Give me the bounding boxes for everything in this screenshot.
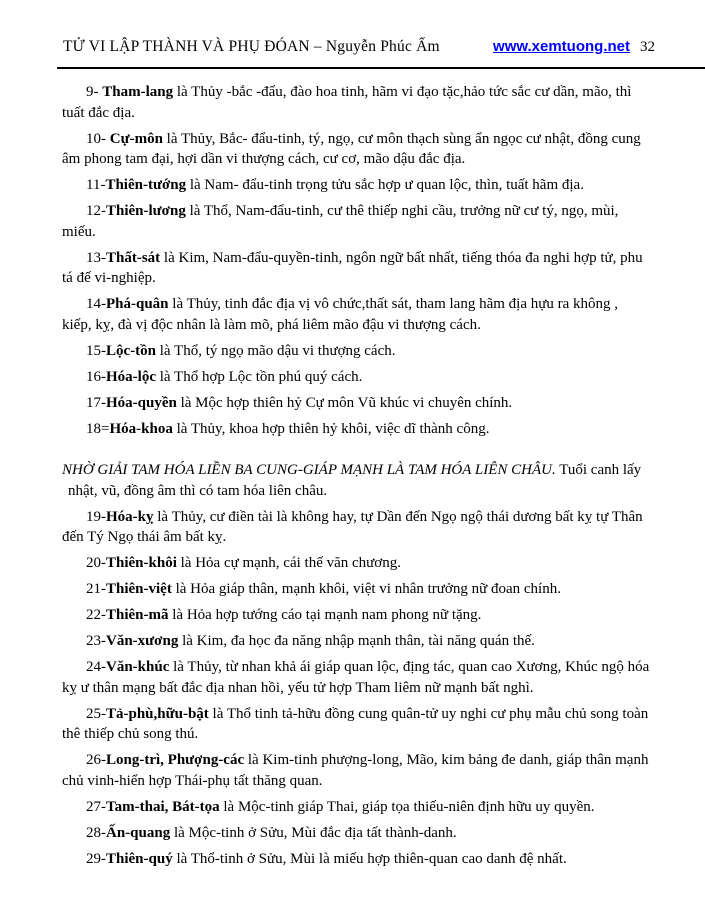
list-item	[62, 553, 650, 574]
star-name: Hóa-kỵ	[106, 508, 154, 525]
item-number: 13-	[86, 249, 106, 266]
item-number: 27-	[86, 798, 106, 815]
item-text: là Thủy, Bắc- đẩu-tinh, tý, ngọ, cư môn thạch sùng ẩn ngọc cư nhật, đồng cung âm phong tam đại, hợi dần vi thượng cách, cư cơ, mão dậu đắc địa.	[62, 130, 641, 167]
list-item	[62, 175, 650, 196]
header-line	[0, 38, 705, 56]
list-item	[62, 248, 650, 289]
item-text: là Kim, đa học đa năng nhập mạnh thân, tài năng quán thế.	[178, 633, 535, 649]
item-number: 28-	[86, 824, 106, 841]
star-name: Văn-xương	[106, 633, 179, 649]
item-number: 14-	[86, 296, 106, 312]
list-item	[62, 419, 650, 440]
item-number: 29-	[86, 850, 106, 867]
item-number: 17-	[86, 394, 106, 411]
list-item	[62, 849, 650, 870]
item-text: là Mộc hợp thiên hỷ Cự môn Vũ khúc vi chuyên chính.	[176, 394, 513, 411]
star-name: Phá-quân	[106, 296, 169, 312]
list-item	[62, 507, 650, 548]
star-name: Thiên-mã	[106, 607, 169, 623]
star-name: Thất-sát	[106, 249, 161, 266]
page-number: 32	[640, 39, 655, 55]
website-link[interactable]: www.xemtuong.net	[493, 38, 630, 55]
page-header	[0, 0, 705, 69]
item-number: 23-	[86, 633, 106, 649]
list-item	[62, 82, 650, 123]
star-name: Hóa-lộc	[106, 368, 156, 385]
item-number: 22-	[86, 607, 106, 623]
item-text: là Hỏa giáp thân, mạnh khôi, việt vi nhân trưởng nữ đoan chính.	[171, 581, 561, 597]
list-item	[62, 393, 650, 414]
star-list-9-18	[62, 82, 650, 439]
list-item	[62, 579, 650, 600]
list-item	[62, 605, 650, 626]
item-text: là Thủy -bắc -đẩu, đào hoa tinh, hãm vi đạo tặc,hảo tức sắc cư dần, mão, thì tuất đắc địa.	[62, 84, 632, 121]
section-heading-italic: NHỜ GIẢI TAM HÓA LIỀN BA CUNG-GIÁP MẠNH LÀ TAM HÓA LIÊN CHÂU.	[62, 462, 556, 478]
item-text: là Nam- đẩu-tinh trọng tửu sắc hợp ư quan lộc, thìn, tuất hãm địa.	[186, 177, 584, 193]
section-heading-rest: Tuổi canh lấy nhật, vũ, đồng âm thì có tam hóa liên châu.	[68, 462, 642, 499]
list-item	[62, 750, 650, 791]
list-item	[62, 367, 650, 388]
list-item	[62, 797, 650, 818]
star-name: Thiên-việt	[106, 581, 172, 597]
item-number: 20-	[86, 555, 106, 571]
star-name: Thiên-quý	[106, 850, 173, 867]
list-item	[62, 341, 650, 362]
item-text: là Thổ hợp Lộc tồn phú quý cách.	[156, 368, 363, 385]
star-name: Long-trì, Phượng-các	[106, 752, 245, 768]
star-name: Ấn-quang	[106, 824, 171, 841]
section-heading	[62, 460, 650, 501]
star-name: Thiên-khôi	[106, 555, 177, 571]
item-number: 19-	[86, 508, 106, 525]
item-text: là Thủy, tinh đắc địa vị vô chức,thất sát, tham lang hãm địa hựu ra không , kiếp, kỵ, đà vị độc nhân là làm mõ, phá liêm mão đậu vi thượng cách.	[62, 296, 619, 333]
item-text: là Mộc-tinh ở Sửu, Mùi đắc địa tất thành-danh.	[170, 824, 457, 841]
star-name: Thiên-tướng	[105, 177, 187, 193]
list-item	[62, 704, 650, 745]
item-text: là Mộc-tinh giáp Thai, giáp tọa thiếu-niên định hữu uy quyền.	[219, 798, 595, 815]
item-text: là Thủy, từ nhan khả ái giáp quan lộc, địng tác, quan cao Xương, Khúc ngộ hóa kỵ ư thân mạng bất đắc địa nhan hồi, yểu tử hợp Tham liêm nữ mạnh bất nghì.	[62, 659, 650, 696]
item-text: là Thổ, tý ngọ mão dậu vi thượng cách.	[156, 342, 396, 359]
star-name: Cự-môn	[109, 130, 163, 147]
item-text: là Kim, Nam-đẩu-quyền-tinh, ngôn ngữ bất nhất, tiếng thóa đa nghi hợp tử, phu tá đế vi-nghiệp.	[62, 249, 643, 286]
star-name: Tả-phù,hữu-bật	[106, 705, 209, 722]
star-name: Hóa-khoa	[109, 420, 173, 437]
star-name: Thiên-lương	[106, 203, 186, 219]
item-text: là Hỏa cự mạnh, cái thế văn chương.	[176, 555, 401, 571]
list-item	[62, 657, 650, 698]
star-list-19-29	[62, 507, 650, 870]
item-number: 25-	[86, 705, 106, 722]
item-number: 12-	[86, 203, 106, 219]
item-number: 10-	[86, 130, 110, 147]
document-title: TỬ VI LẬP THÀNH VÀ PHỤ ĐÓAN – Nguyễn Phúc Ấm	[63, 38, 440, 55]
item-number: 18=	[86, 420, 110, 437]
item-text: là Kim-tinh phượng-long, Mão, kim bảng đe danh, giáp thân mạnh chủ vinh-hiển hợp Thái-phụ tất thăng quan.	[62, 752, 649, 789]
item-number: 24-	[86, 659, 106, 675]
item-number: 11-	[86, 177, 106, 193]
list-item	[62, 823, 650, 844]
list-item	[62, 201, 650, 242]
document-body	[0, 69, 705, 869]
item-number: 16-	[86, 368, 106, 385]
item-text: là Thủy, cư điền tài là không hay, tự Dần đến Ngọ ngộ thái dương bất kỵ tự Thân đến Tý Ngọ thái âm bất kỵ.	[62, 508, 643, 545]
item-number: 9-	[86, 84, 103, 100]
item-number: 15-	[86, 342, 106, 359]
item-number: 26-	[86, 752, 106, 768]
item-text: là Hỏa hợp tướng cáo tại mạnh nam phong nữ tặng.	[168, 607, 482, 623]
star-name: Lộc-tồn	[106, 342, 156, 359]
item-text: là Thổ, Nam-đẩu-tinh, cư thê thiếp nghi cầu, trưởng nữ cư tý, ngọ, mùi, miếu.	[62, 203, 619, 240]
header-right	[493, 38, 655, 56]
star-name: Tam-thai, Bát-tọa	[106, 798, 220, 815]
list-item	[62, 631, 650, 652]
item-number: 21-	[86, 581, 106, 597]
list-item	[62, 129, 650, 170]
star-name: Tham-lang	[102, 84, 174, 100]
star-name: Văn-khúc	[106, 659, 170, 675]
item-text: là Thổ-tinh ở Sửu, Mùi là miếu hợp thiên-quan cao danh đệ nhất.	[172, 850, 567, 867]
item-text: là Thủy, khoa hợp thiên hỷ khôi, việc dĩ thành công.	[172, 420, 490, 437]
star-name: Hóa-quyền	[106, 394, 177, 411]
list-item	[62, 294, 650, 335]
item-text: là Thổ tinh tả-hữu đồng cung quân-tử uy nghi cư phụ mẫu chủ song toàn thê thiếp chủ song thú.	[62, 705, 649, 742]
